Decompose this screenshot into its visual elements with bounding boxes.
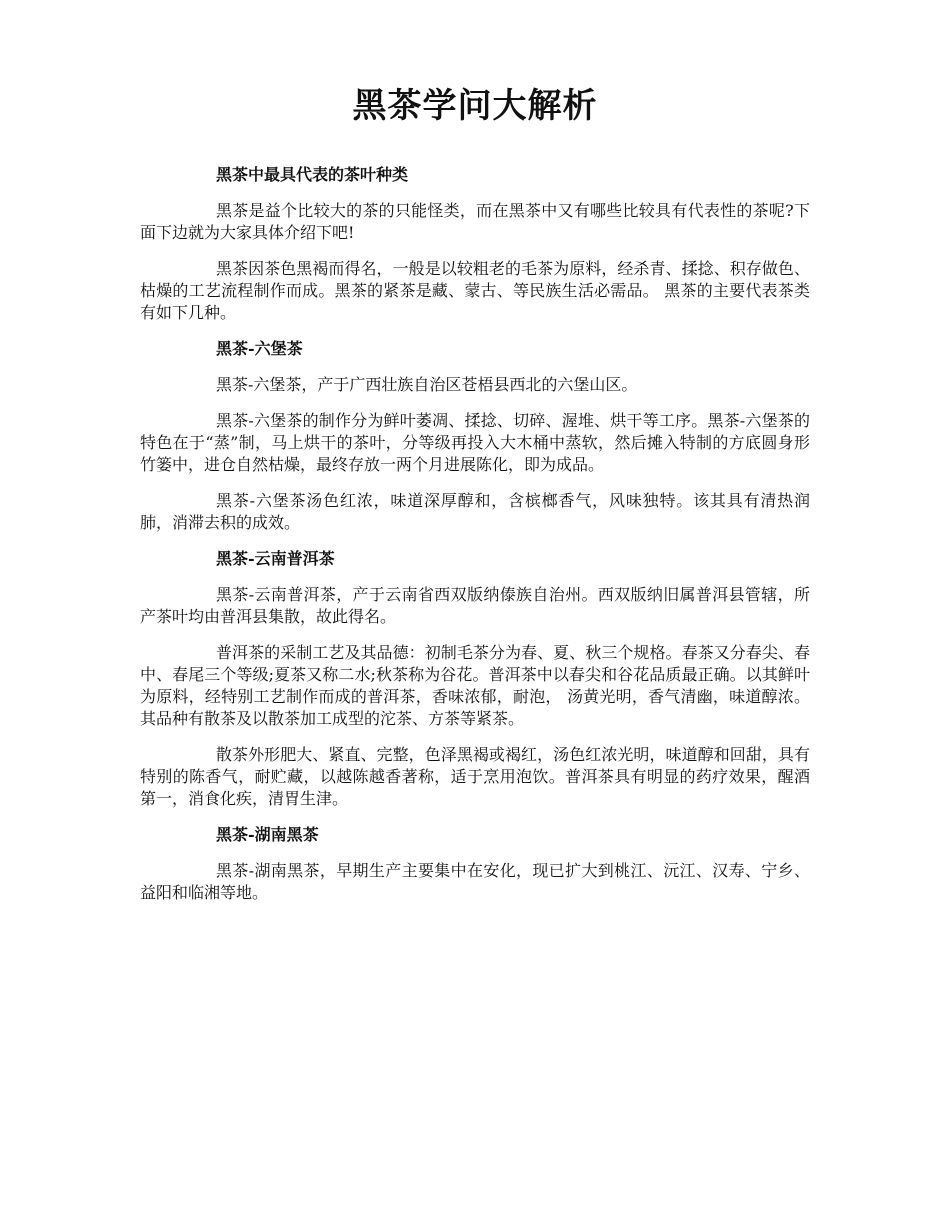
paragraph-dark-tea-overview: 黑茶因茶色黑褐而得名，一般是以较粗老的毛茶为原料，经杀青、揉捻、积存做色、枯燥的工艺流程制作而成。黑茶的紧茶是藏、蒙古、等民族生活必需品。 黑茶的主要代表茶类有如下几种。	[140, 259, 810, 322]
paragraph-intro: 黑茶是益个比较大的茶的只能怪类，而在黑茶中又有哪些比较具有代表性的茶呢?下面下边就为大家具体介绍下吧!	[140, 201, 810, 242]
section-heading-liubao: 黑茶-六堡茶	[216, 339, 303, 358]
document-title: 黑茶学问大解析	[352, 86, 598, 126]
section-heading-hunan: 黑茶-湖南黑茶	[216, 825, 319, 844]
paragraph-puer-process: 普洱茶的采制工艺及其品德：初制毛茶分为春、夏、秋三个规格。春茶又分春尖、春中、春尾三个等级;夏茶又称二水;秋茶称为谷花。普洱茶中以春尖和谷花品质最正确。以其鲜叶为原料，经特别工艺制作而成的普洱茶，香味浓郁，耐泡， 汤黄光明，香气清幽，味道醇浓。其品种有散茶及以散茶加工成型的沱茶、方茶等紧茶。	[140, 643, 810, 728]
section-heading-puer: 黑茶-云南普洱茶	[216, 549, 335, 568]
paragraph-puer-loose-tea: 散茶外形肥大、紧直、完整，色泽黑褐或褐红，汤色红浓光明，味道醇和回甜，具有特别的陈香气，耐贮藏，以越陈越香著称，适于烹用泡饮。普洱茶具有明显的药疗效果，醒酒第一，消食化疾，清胃生津。	[140, 745, 810, 808]
section-heading-representative-teas: 黑茶中最具代表的茶叶种类	[216, 165, 409, 184]
paragraph-liubao-process: 黑茶-六堡茶的制作分为鲜叶萎凋、揉捻、切碎、渥堆、烘干等工序。黑茶-六堡茶的特色在于“蒸”制，马上烘干的茶叶，分等级再投入大木桶中蒸软，然后摊入特制的方底圆身形竹篓中，进仓自然枯燥，最终存放一两个月进展陈化，即为成品。	[140, 411, 810, 474]
paragraph-hunan-origin: 黑茶-湖南黑茶，早期生产主要集中在安化，现已扩大到桃江、沅江、汉寿、宁乡、益阳和临湘等地。	[140, 861, 810, 902]
paragraph-puer-origin: 黑茶-云南普洱茶，产于云南省西双版纳傣族自治州。西双版纳旧属普洱县管辖，所产茶叶均由普洱县集散，故此得名。	[140, 585, 810, 626]
paragraph-liubao-taste: 黑茶-六堡茶汤色红浓，味道深厚醇和，含槟榔香气，风味独特。该其具有清热润肺，消滞去积的成效。	[140, 491, 810, 532]
paragraph-liubao-origin: 黑茶-六堡茶，产于广西壮族自治区苍梧县西北的六堡山区。	[216, 375, 638, 394]
document-body	[140, 164, 810, 918]
